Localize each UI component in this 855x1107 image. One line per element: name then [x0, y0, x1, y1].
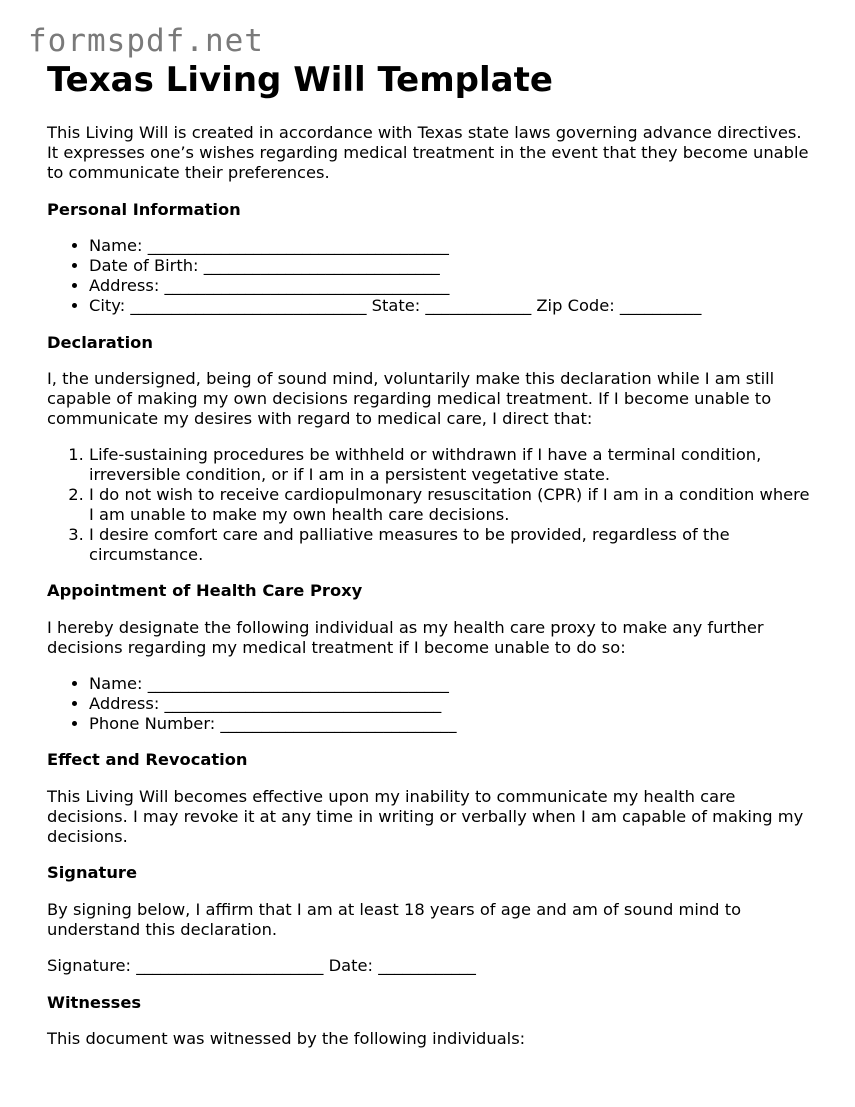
document-page — [47, 60, 817, 1049]
personal-name-field: • Name: _____________________________________ — [89, 236, 817, 256]
personal-information-heading: Personal Information — [47, 200, 241, 219]
document-title: Texas Living Will Template — [47, 60, 553, 100]
proxy-paragraph: I hereby designate the following individual as my health care proxy to make any further decisions regarding my medical treatment if I become unable to do so: — [47, 618, 764, 657]
witnesses-paragraph: This document was witnessed by the following individuals: — [47, 1029, 526, 1048]
proxy-heading: Appointment of Health Care Proxy — [47, 581, 363, 600]
declaration-directives-list — [47, 445, 817, 565]
intro-paragraph: This Living Will is created in accordance with Texas state laws governing advance directives. It expresses one’s wishes regarding medical treatment in the event that they become unable to communicate their preferences. — [47, 123, 809, 182]
proxy-address-field: • Address: __________________________________ — [89, 694, 817, 714]
personal-information-list — [47, 236, 817, 316]
declaration-heading: Declaration — [47, 333, 153, 352]
directive-item: 3. I desire comfort care and palliative measures to be provided, regardless of the circumstance. — [89, 525, 817, 565]
directive-item: 1. Life-sustaining procedures be withheld or withdrawn if I have a terminal condition, irreversible condition, or if I am in a persistent vegetative state. — [89, 445, 817, 485]
declaration-paragraph: I, the undersigned, being of sound mind, voluntarily make this declaration while I am still capable of making my own decisions regarding medical treatment. If I become unable to communicate my desires with regard to medical care, I direct that: — [47, 369, 775, 428]
proxy-name-field: • Name: _____________________________________ — [89, 674, 817, 694]
witnesses-heading: Witnesses — [47, 993, 142, 1012]
personal-address-field: • Address: ___________________________________ — [89, 276, 817, 296]
personal-city-state-zip-field: • City: _____________________________ State: _____________ Zip Code: __________ — [89, 296, 817, 316]
site-watermark: formspdf.net — [28, 23, 264, 59]
personal-dob-field: • Date of Birth: _____________________________ — [89, 256, 817, 276]
proxy-details-list — [47, 674, 817, 734]
effect-revocation-heading: Effect and Revocation — [47, 750, 248, 769]
signature-heading: Signature — [47, 863, 137, 882]
effect-revocation-paragraph: This Living Will becomes effective upon my inability to communicate my health care decisions. I may revoke it at any time in writing or verbally when I am capable of making my decisions. — [47, 787, 804, 846]
signature-date-line: Signature: _______________________ Date: ____________ — [47, 956, 476, 975]
directive-item: 2. I do not wish to receive cardiopulmonary resuscitation (CPR) if I am in a condition where I am unable to make my own health care decisions. — [89, 485, 817, 525]
proxy-phone-field: • Phone Number: _____________________________ — [89, 714, 817, 734]
signature-paragraph: By signing below, I affirm that I am at least 18 years of age and am of sound mind to understand this declaration. — [47, 900, 742, 939]
